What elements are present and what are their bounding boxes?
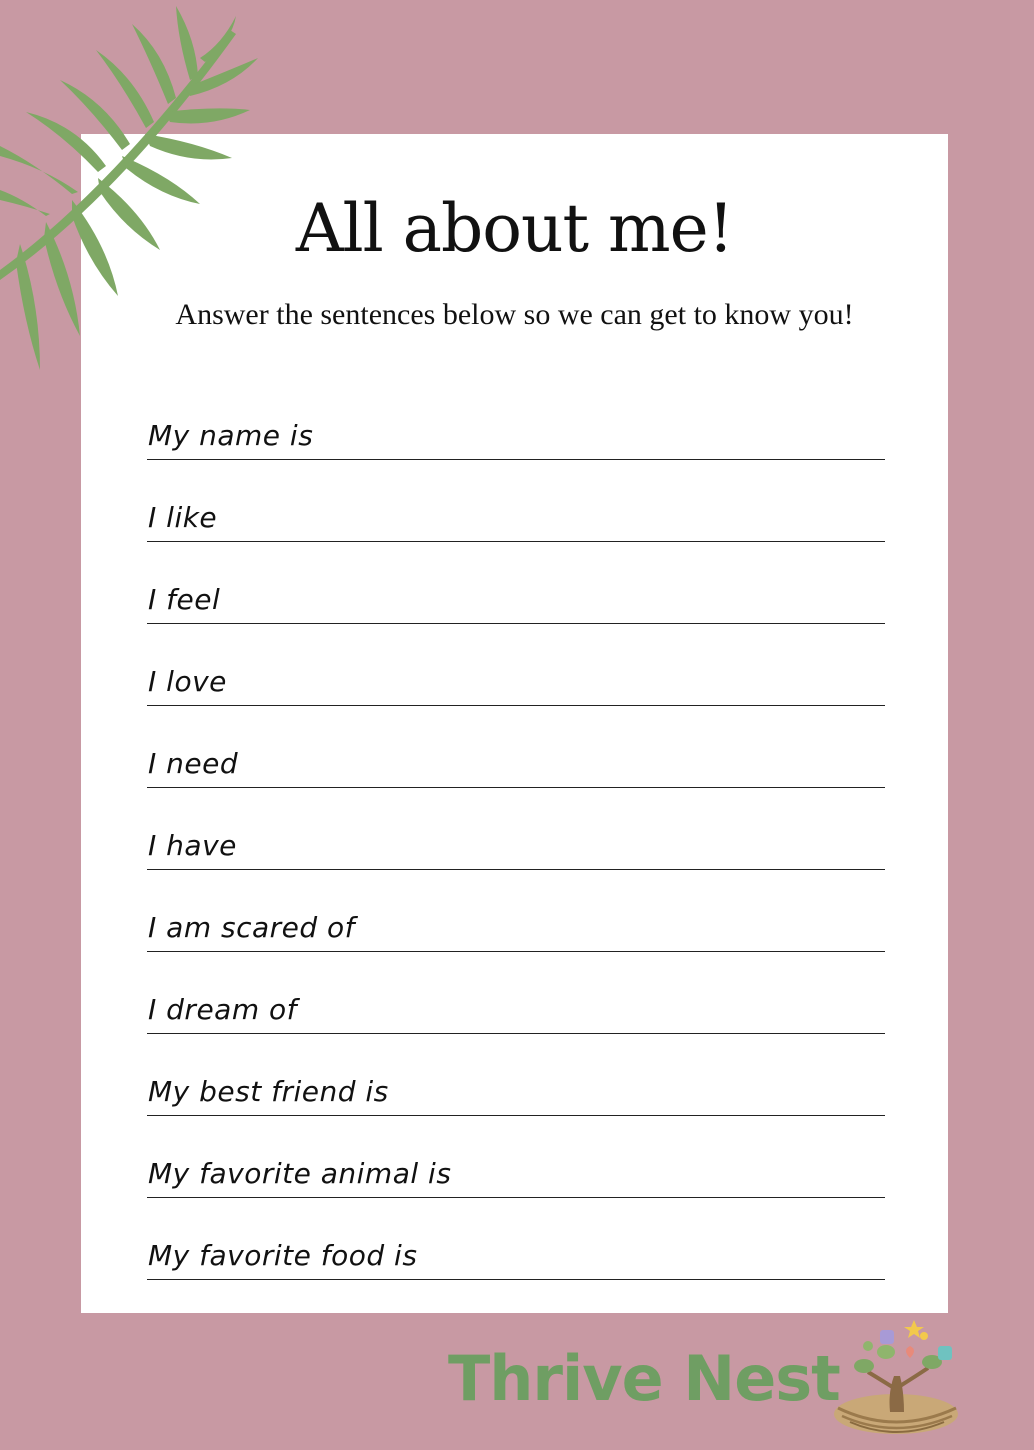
prompt-label: I need — [148, 747, 239, 780]
nest-tree-icon — [828, 1316, 978, 1436]
prompt-line[interactable] — [147, 542, 885, 624]
writing-rule — [147, 1279, 885, 1280]
prompt-line[interactable] — [147, 706, 885, 788]
prompt-label: I love — [148, 665, 227, 698]
prompt-line[interactable] — [147, 1116, 885, 1198]
brand-logo — [448, 1316, 988, 1436]
brand-name: Thrive Nest — [448, 1342, 840, 1415]
worksheet-title: All about me! — [295, 190, 734, 267]
prompt-line[interactable] — [147, 870, 885, 952]
prompt-label: My best friend is — [148, 1075, 389, 1108]
prompt-label: I like — [148, 501, 218, 534]
prompt-label: My favorite animal is — [148, 1157, 452, 1190]
prompt-label: I have — [148, 829, 237, 862]
prompt-line[interactable] — [147, 952, 885, 1034]
prompt-label: I am scared of — [148, 911, 356, 944]
prompt-line[interactable] — [147, 788, 885, 870]
prompt-line[interactable] — [147, 1198, 885, 1280]
prompt-list — [147, 378, 885, 1280]
prompt-label: My favorite food is — [148, 1239, 418, 1272]
prompt-line[interactable] — [147, 1034, 885, 1116]
prompt-label: I feel — [148, 583, 221, 616]
palm-leaf-decoration — [0, 0, 260, 420]
worksheet-subtitle: Answer the sentences below so we can get to know you! — [175, 298, 854, 331]
prompt-label: My name is — [148, 419, 314, 452]
prompt-line[interactable] — [147, 624, 885, 706]
prompt-line[interactable] — [147, 460, 885, 542]
prompt-label: I dream of — [148, 993, 297, 1026]
palm-leaf-icon — [0, 0, 260, 420]
